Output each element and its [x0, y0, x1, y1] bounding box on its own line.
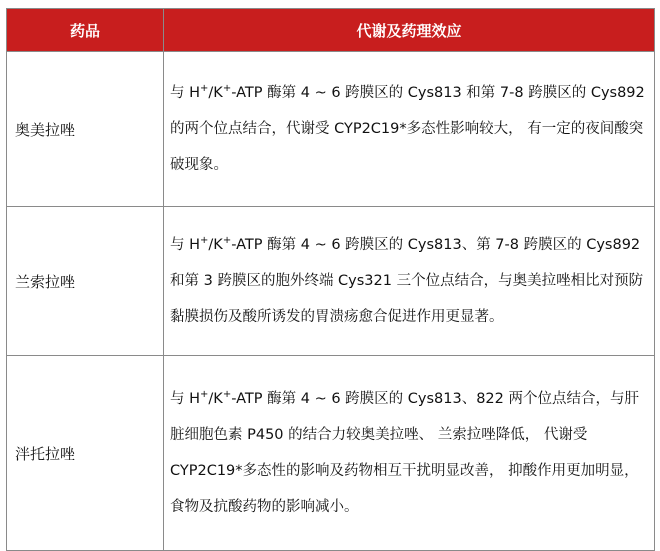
superscript-plus: +: [200, 389, 209, 401]
table-header-row: [7, 9, 655, 52]
effect-text-start: 与 H: [170, 237, 201, 253]
effect-omeprazole: [164, 52, 655, 207]
superscript-plus: +: [222, 389, 232, 401]
effect-text-end: -ATP 酶第 4 ~ 6 跨膜区的 Cys813、822 两个位点结合，与肝脏细胞色素 P450 的结合力较奥美拉唑、 兰索拉唑降低， 代谢受 CYP2C19*多态性的影响及药物相互干扰明显改善， 抑酸作用更加明显，食物及抗酸药物的影响减小。: [170, 391, 639, 515]
effect-text-end: -ATP 酶第 4 ~ 6 跨膜区的 Cys813、第 7-8 跨膜区的 Cys892 和第 3 跨膜区的胞外终端 Cys321 三个位点结合，与奥美拉唑相比对预防黏膜损伤及酸所诱发的胃溃疡愈合促进作用更显著。: [170, 237, 644, 325]
effect-text-start: 与 H: [170, 85, 201, 101]
table-row: [7, 52, 655, 207]
drug-name-lansoprazole: 兰索拉唑: [7, 207, 164, 356]
effect-pantoprazole: [164, 356, 655, 551]
effect-text-mid: /K: [208, 85, 223, 101]
header-effect: 代谢及药理效应: [164, 9, 655, 52]
effect-text-start: 与 H: [170, 391, 201, 407]
effect-text-mid: /K: [208, 391, 223, 407]
table-row: [7, 356, 655, 551]
superscript-plus: +: [222, 83, 232, 95]
superscript-plus: +: [200, 235, 209, 247]
table-row: [7, 207, 655, 356]
drug-name-omeprazole: 奥美拉唑: [7, 52, 164, 207]
drug-table: [6, 8, 655, 551]
superscript-plus: +: [222, 235, 232, 247]
header-drug: 药品: [7, 9, 164, 52]
superscript-plus: +: [200, 83, 209, 95]
effect-text-mid: /K: [208, 237, 223, 253]
effect-lansoprazole: [164, 207, 655, 356]
drug-name-pantoprazole: 泮托拉唑: [7, 356, 164, 551]
effect-text-end: -ATP 酶第 4 ~ 6 跨膜区的 Cys813 和第 7-8 跨膜区的 Cys892 的两个位点结合，代谢受 CYP2C19*多态性影响较大， 有一定的夜间酸突破现象。: [170, 85, 645, 173]
